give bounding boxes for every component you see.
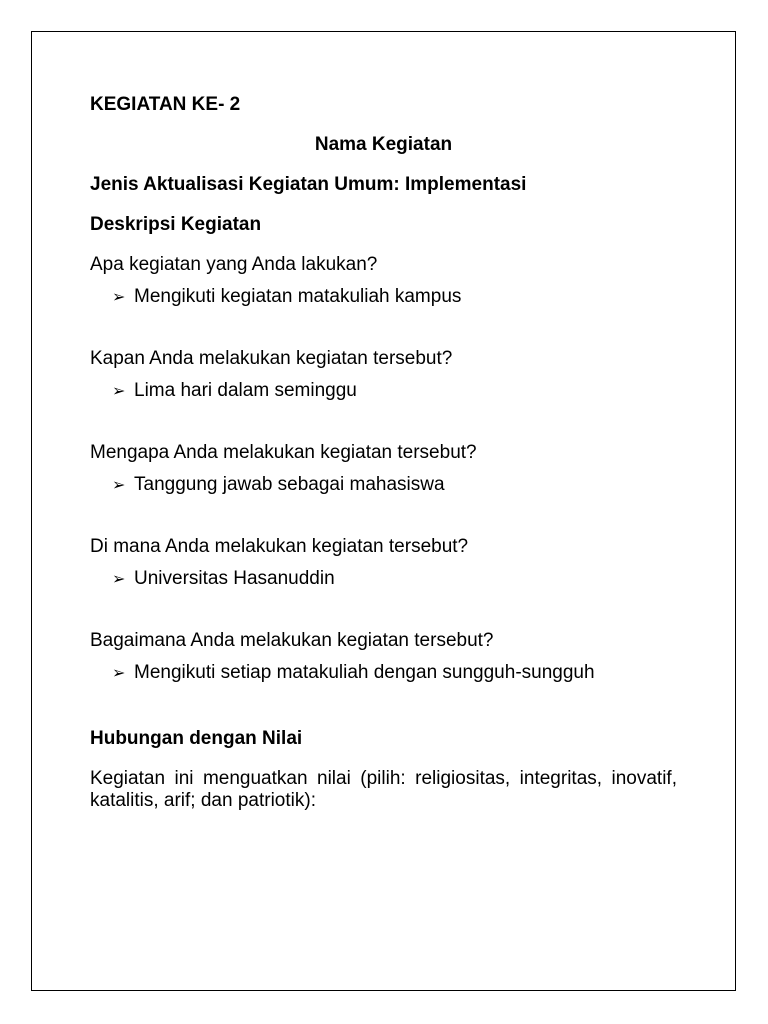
activity-type: Jenis Aktualisasi Kegiatan Umum: Implementasi [90, 174, 527, 195]
question: Bagaimana Anda melakukan kegiatan tersebut? [90, 630, 494, 651]
question: Mengapa Anda melakukan kegiatan tersebut? [90, 442, 477, 463]
qa-how [90, 630, 677, 684]
question: Apa kegiatan yang Anda lakukan? [90, 254, 378, 275]
description-heading: Deskripsi Kegiatan [90, 214, 262, 235]
answer-item [112, 568, 677, 590]
answer-item [112, 662, 677, 684]
arrow-bullet-icon: ➢ [112, 569, 126, 588]
arrow-bullet-icon: ➢ [112, 287, 126, 306]
answer-item [112, 474, 677, 496]
answer: Universitas Hasanuddin [134, 568, 335, 589]
qa-why [90, 442, 677, 496]
arrow-bullet-icon: ➢ [112, 381, 126, 400]
answer: Lima hari dalam seminggu [134, 380, 357, 401]
document-body [90, 94, 677, 812]
activity-name-label: Nama Kegiatan [314, 134, 453, 155]
answer-item [112, 380, 677, 402]
arrow-bullet-icon: ➢ [112, 475, 126, 494]
qa-what [90, 254, 677, 308]
values-text: Kegiatan ini menguatkan nilai (pilih: religiositas, integritas, inovatif, katalitis, arif; dan patriotik): [90, 768, 677, 811]
answer: Tanggung jawab sebagai mahasiswa [134, 474, 445, 495]
arrow-bullet-icon: ➢ [112, 663, 126, 682]
activity-number: KEGIATAN KE- 2 [90, 94, 241, 115]
answer: Mengikuti kegiatan matakuliah kampus [134, 286, 462, 307]
answer: Mengikuti setiap matakuliah dengan sungguh-sungguh [134, 662, 595, 683]
question: Di mana Anda melakukan kegiatan tersebut? [90, 536, 469, 557]
qa-when [90, 348, 677, 402]
qa-where [90, 536, 677, 590]
answer-item [112, 286, 677, 308]
values-heading: Hubungan dengan Nilai [90, 728, 303, 749]
question: Kapan Anda melakukan kegiatan tersebut? [90, 348, 453, 369]
